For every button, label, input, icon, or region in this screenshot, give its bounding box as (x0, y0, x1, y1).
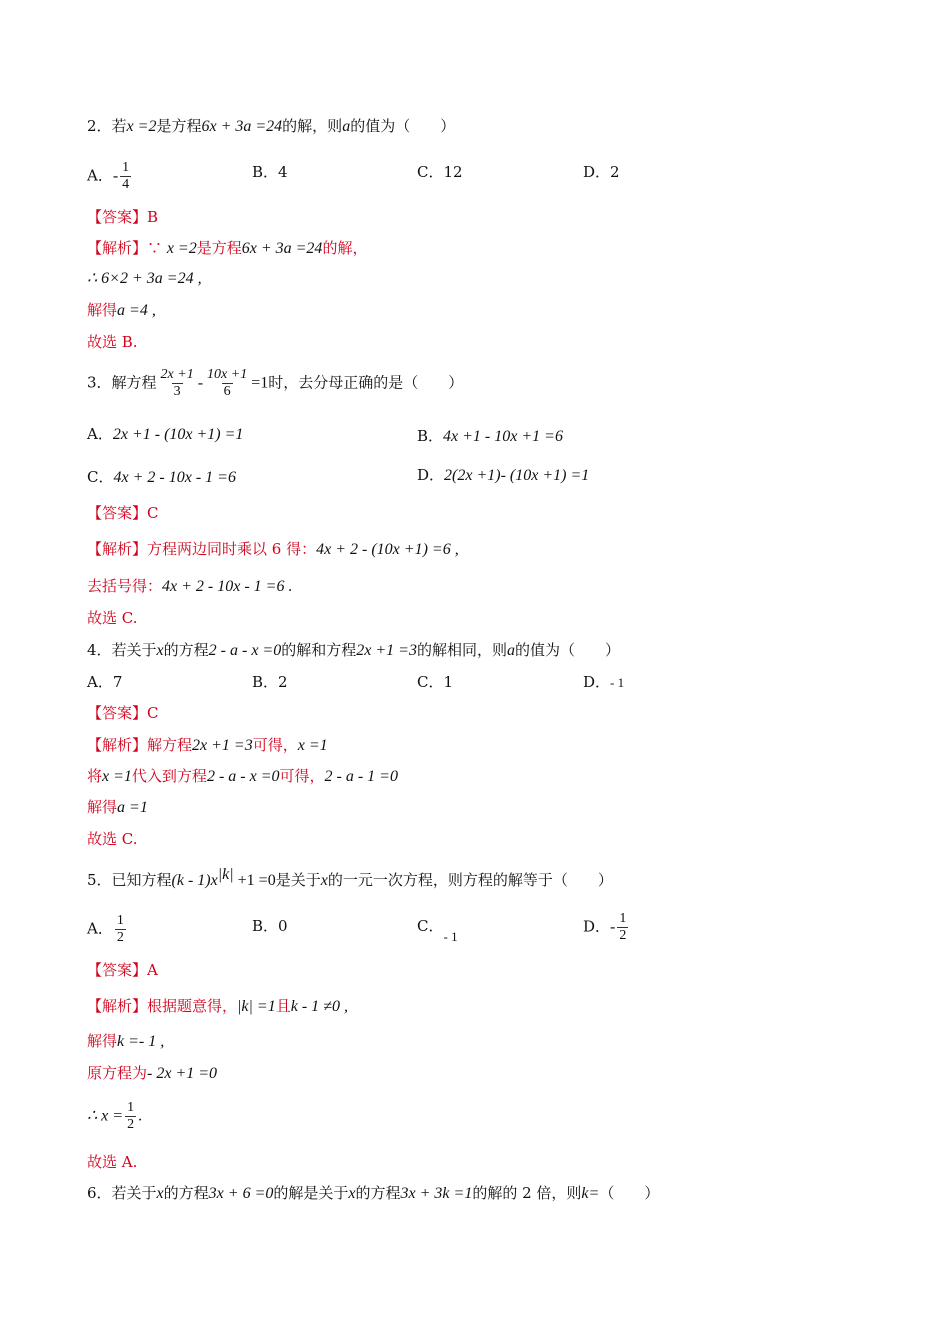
q3-option-b (417, 425, 563, 448)
q3-option-a (87, 423, 243, 446)
q4-analysis-line-2 (87, 765, 398, 788)
text: 解得 (87, 798, 118, 816)
math: - 1 (443, 929, 458, 944)
math: x (156, 1185, 164, 1202)
q2-option-d: D．2 (583, 163, 620, 181)
denominator: 2 (116, 930, 124, 945)
text: 的值为（ ） (514, 641, 620, 659)
text: 原方程为 (87, 1064, 148, 1082)
numerator: 1 (122, 160, 130, 175)
text: 方程两边同时乘以 6 得： (147, 540, 317, 558)
q2-option-a (87, 160, 133, 193)
because-symbol: ∵ (147, 239, 163, 257)
text: 将 (87, 767, 103, 785)
text: 的解， (322, 239, 368, 257)
q3-analysis-line-1 (87, 538, 459, 561)
math: k - 1 ≠0 , (290, 998, 348, 1015)
math: 4x + 2 - (10x +1) =6 , (316, 541, 459, 558)
math: x (348, 1185, 356, 1202)
q5-analysis-line-1 (87, 995, 348, 1018)
math: x =2 (166, 240, 197, 257)
text: 根据题意得， (147, 997, 238, 1015)
text: 6．若关于 (87, 1184, 157, 1202)
q4-option-b: B．2 (252, 673, 288, 691)
q3-analysis-line-2 (87, 575, 292, 598)
math: 4x +1 - 10x +1 =6 (443, 428, 563, 445)
denominator: 2 (619, 928, 627, 943)
text: 解得 (87, 1032, 118, 1050)
q2-stem (87, 115, 455, 138)
math: 2x +1 =3 (192, 737, 253, 754)
text: 且 (275, 997, 291, 1015)
q4-option-a: A．7 (87, 673, 123, 691)
text: 的解是关于 (273, 1184, 349, 1202)
q5-analysis-line-5: 故选 A. (87, 1153, 138, 1171)
math: - 1 (610, 675, 625, 690)
math: 2x +1 =3 (356, 642, 417, 659)
option-label: C． (87, 468, 114, 486)
q5-option-d-fraction (617, 911, 628, 944)
math: - 2x +1 =0 (147, 1065, 218, 1082)
q2-analysis-line-4: 故选 B. (87, 333, 138, 351)
math: ∴ x = (87, 1107, 124, 1125)
math: 2 - a - x =0 (206, 768, 280, 785)
option-sign: - (112, 167, 119, 185)
q2-variable: a (342, 118, 351, 135)
q5-option-c (417, 915, 458, 944)
q5-option-d (583, 911, 630, 944)
q5-answer: 【答案】A (87, 961, 158, 979)
q3-stem (87, 367, 463, 400)
q6-stem (87, 1182, 659, 1205)
math: a =4 , (117, 302, 156, 319)
math: 2(2x +1)- (10x +1) =1 (444, 467, 590, 484)
math: (k - 1)x (171, 872, 218, 889)
math: a =1 (117, 799, 148, 816)
numerator: 2x +1 (160, 367, 194, 382)
q5-analysis-line-3 (87, 1062, 217, 1085)
option-label: A． (87, 425, 113, 443)
text: 的方程 (163, 641, 209, 659)
denominator: 2 (127, 1117, 135, 1132)
math: 6x + 3a =24 (241, 240, 323, 257)
math: 3x + 6 =0 (208, 1185, 274, 1202)
text: 4．若关于 (87, 641, 157, 659)
q5-solution-fraction (125, 1100, 136, 1133)
denominator: 6 (223, 384, 231, 399)
q3-analysis-line-3: 故选 C. (87, 609, 138, 627)
text: 是方程 (196, 239, 242, 257)
q3-fraction-1 (159, 367, 196, 400)
q3-option-c (87, 466, 236, 489)
math: 2 - a - x =0 (208, 642, 282, 659)
q2-option-b: B．4 (252, 163, 288, 181)
q5-analysis-line-2 (87, 1030, 164, 1053)
text: 的解相同，则 (416, 641, 507, 659)
math: x (156, 642, 164, 659)
numerator: 10x +1 (207, 367, 248, 382)
text: 3．解方程 (87, 373, 157, 392)
math: . (138, 1107, 143, 1125)
q4-stem (87, 639, 620, 662)
math: 4x + 2 - 10x - 1 =6 (113, 469, 236, 486)
option-label: D． (583, 673, 611, 691)
denominator: 3 (173, 384, 181, 399)
option-label: A． (87, 919, 113, 938)
text: 的一元一次方程，则方程的解等于（ ） (327, 871, 613, 889)
analysis-label: 【解析】 (87, 736, 148, 754)
q3-answer: 【答案】C (87, 504, 159, 522)
q2-analysis-line-2: ∴ 6×2 + 3a =24 , (87, 270, 202, 287)
math: 4x + 2 - 10x - 1 =6 . (162, 578, 293, 595)
q5-option-a-fraction (115, 913, 126, 946)
q3-option-d (417, 464, 589, 487)
q2-option-a-fraction (120, 160, 131, 193)
math: x =1 (297, 737, 328, 754)
option-label: D． (417, 466, 445, 484)
q2-stem-text: 2．若 (87, 117, 127, 135)
q2-analysis-line-1 (87, 237, 367, 260)
q5-option-b: B．0 (252, 917, 288, 935)
math: 2x +1 - (10x +1) =1 (112, 426, 244, 443)
q4-option-d (583, 671, 624, 694)
text: 可得， (279, 767, 325, 785)
analysis-label: 【解析】 (87, 997, 148, 1015)
math: |k| =1 (237, 998, 276, 1015)
math: +1 =0 (233, 872, 276, 889)
text: 的解和方程 (281, 641, 357, 659)
q4-option-c: C．1 (417, 673, 454, 691)
text: 去括号得： (87, 577, 163, 595)
q2-condition: x =2 (126, 118, 157, 135)
math: a (506, 642, 515, 659)
q4-analysis-line-4: 故选 C. (87, 830, 138, 848)
math: x (320, 872, 328, 889)
denominator: 4 (122, 177, 130, 192)
q2-stem-text: 是方程 (156, 117, 202, 135)
option-label: C． (417, 917, 444, 935)
text: 解得 (87, 301, 118, 319)
q5-stem (87, 864, 613, 892)
text: 可得， (252, 736, 298, 754)
q2-stem-text: 的值为（ ） (350, 117, 456, 135)
q4-analysis-line-3 (87, 796, 148, 819)
math: 3x + 3k =1 (400, 1185, 473, 1202)
math: 2 - a - 1 =0 (324, 768, 398, 785)
analysis-label: 【解析】 (87, 540, 148, 558)
q5-option-a (87, 913, 128, 946)
q2-stem-text: 的解，则 (282, 117, 343, 135)
q3-fraction-2 (205, 367, 249, 400)
option-sign: - (610, 918, 616, 936)
math: k= (581, 1185, 600, 1202)
numerator: 1 (127, 1100, 135, 1115)
analysis-label: 【解析】 (87, 239, 148, 257)
q2-equation: 6x + 3a =24 (201, 118, 283, 135)
option-label: D． (583, 917, 611, 936)
text: 5．已知方程 (87, 871, 172, 889)
q2-answer: 【答案】B (87, 208, 159, 226)
text: 时，去分母正确的是（ ） (268, 373, 464, 392)
minus: - (197, 374, 204, 392)
numerator: 1 (619, 911, 627, 926)
math: x =1 (102, 768, 132, 785)
text: 解方程 (147, 736, 193, 754)
numerator: 1 (116, 913, 124, 928)
text: 的方程 (163, 1184, 209, 1202)
text: （ ） (599, 1184, 660, 1202)
math: k =- 1 , (117, 1033, 165, 1050)
q2-analysis-line-3 (87, 299, 156, 322)
text: 是关于 (275, 871, 321, 889)
math: =1 (251, 374, 269, 392)
q4-analysis-line-1 (87, 734, 328, 757)
option-label: B． (417, 427, 444, 445)
exponent: |k| (217, 866, 234, 883)
text: 的解的 2 倍，则 (472, 1184, 582, 1202)
option-label: A． (87, 166, 113, 185)
q5-analysis-line-4 (87, 1100, 142, 1133)
q4-answer: 【答案】C (87, 704, 159, 722)
q2-option-c: C．12 (417, 163, 463, 181)
text: 的方程 (355, 1184, 401, 1202)
text: 代入到方程 (131, 767, 207, 785)
